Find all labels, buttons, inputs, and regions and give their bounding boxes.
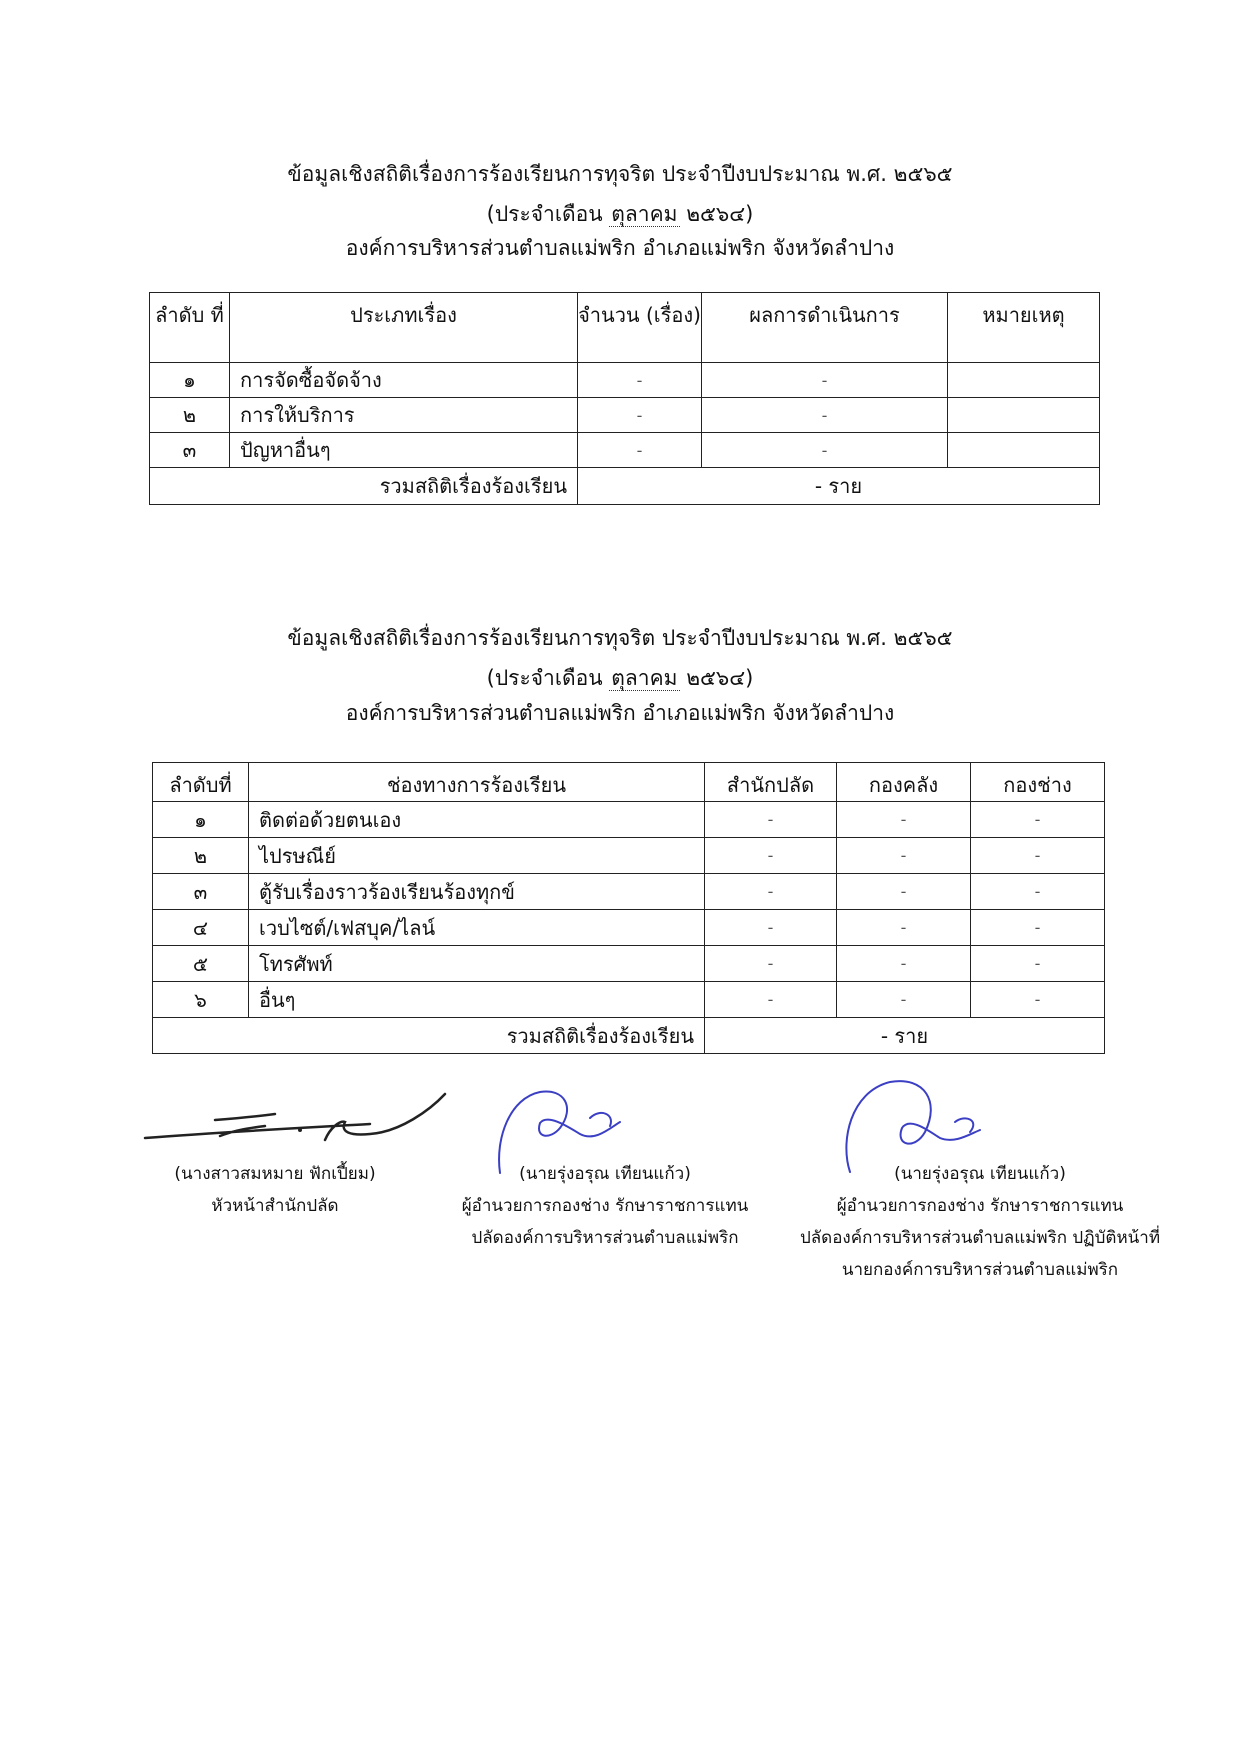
row-number: ๓ [153, 874, 249, 910]
row-count: - [578, 433, 702, 468]
signer-position: ผู้อำนวยการกองช่าง รักษาราชการแทน [461, 1196, 749, 1216]
row-engineering: - [971, 982, 1105, 1018]
signer-position: ผู้อำนวยการกองช่าง รักษาราชการแทน [836, 1196, 1124, 1216]
row-engineering: - [971, 874, 1105, 910]
signer-name: (นางสาวสมหมาย ฟักเปี้ยม) [174, 1164, 376, 1184]
table-row [153, 838, 1105, 874]
doc1-header-count: จำนวน (เรื่อง) [578, 293, 702, 363]
table-row [153, 982, 1105, 1018]
row-note [948, 433, 1100, 468]
doc1-total-row [150, 468, 1100, 505]
doc2-title: ข้อมูลเชิงสถิติเรื่องการร้องเรียนการทุจริต ประจำปีงบประมาณ พ.ศ. ๒๕๖๕ [287, 626, 953, 650]
signature-mark-black [140, 1080, 460, 1150]
row-office: - [705, 802, 837, 838]
signature-block-1 [140, 1158, 410, 1222]
row-channel: เวบไซต์/เฟสบุค/ไลน์ [249, 910, 705, 946]
row-result: - [702, 398, 948, 433]
row-finance: - [837, 802, 971, 838]
doc1-total-label: รวมสถิติเรื่องร้องเรียน [150, 468, 578, 505]
table-row [150, 398, 1100, 433]
row-office: - [705, 838, 837, 874]
row-finance: - [837, 838, 971, 874]
doc2-total-label: รวมสถิติเรื่องร้องเรียน [153, 1018, 705, 1054]
row-number: ๒ [150, 398, 230, 433]
row-office: - [705, 910, 837, 946]
signer-position-line-3: นายกองค์การบริหารส่วนตำบลแม่พริก [841, 1260, 1119, 1280]
row-finance: - [837, 874, 971, 910]
doc1-header-no: ลำดับ ที่ [150, 293, 230, 363]
row-type: การจัดซื้อจัดจ้าง [230, 363, 578, 398]
row-result: - [702, 363, 948, 398]
doc2-header-row [153, 763, 1105, 802]
signer-name: (นายรุ่งอรุณ เทียนแก้ว) [894, 1164, 1066, 1184]
doc1-table [149, 292, 1100, 505]
row-channel: โทรศัพท์ [249, 946, 705, 982]
row-type: การให้บริการ [230, 398, 578, 433]
row-channel: ติดต่อด้วยตนเอง [249, 802, 705, 838]
row-number: ๑ [153, 802, 249, 838]
table-row [153, 910, 1105, 946]
row-number: ๔ [153, 910, 249, 946]
row-finance: - [837, 946, 971, 982]
row-note [948, 363, 1100, 398]
table-row [150, 363, 1100, 398]
doc1-month-value: ตุลาคม [611, 202, 678, 226]
doc1-title: ข้อมูลเชิงสถิติเรื่องการร้องเรียนการทุจริต ประจำปีงบประมาณ พ.ศ. ๒๕๖๕ [287, 162, 953, 186]
row-number: ๖ [153, 982, 249, 1018]
row-engineering: - [971, 838, 1105, 874]
doc2-total-value: - ราย [705, 1018, 1105, 1054]
row-channel: อื่นๆ [249, 982, 705, 1018]
doc1-org: องค์การบริหารส่วนตำบลแม่พริก อำเภอแม่พริก จังหวัดลำปาง [345, 236, 895, 260]
doc1-header-note: หมายเหตุ [948, 293, 1100, 363]
doc1-header-row [150, 293, 1100, 363]
doc2-table [152, 762, 1105, 1054]
row-result: - [702, 433, 948, 468]
doc2-total-row [153, 1018, 1105, 1054]
doc2-header-office: สำนักปลัด [705, 763, 837, 802]
doc1-month-prefix: (ประจำเดือน [486, 202, 603, 226]
doc2-month-year: ๒๕๖๔) [686, 666, 754, 690]
row-number: ๕ [153, 946, 249, 982]
doc1-header-result: ผลการดำเนินการ [702, 293, 948, 363]
doc1-total-value: - ราย [578, 468, 1100, 505]
table-row [153, 802, 1105, 838]
doc2-header-finance: กองคลัง [837, 763, 971, 802]
row-number: ๑ [150, 363, 230, 398]
row-engineering: - [971, 802, 1105, 838]
table-row [150, 433, 1100, 468]
row-channel: ตู้รับเรื่องราวร้องเรียนร้องทุกข์ [249, 874, 705, 910]
row-note [948, 398, 1100, 433]
row-finance: - [837, 910, 971, 946]
doc2-org: องค์การบริหารส่วนตำบลแม่พริก อำเภอแม่พริก จังหวัดลำปาง [345, 701, 895, 725]
row-number: ๒ [153, 838, 249, 874]
doc2-header-engineering: กองช่าง [971, 763, 1105, 802]
doc1-month-year: ๒๕๖๔) [686, 202, 754, 226]
doc1-header-type: ประเภทเรื่อง [230, 293, 578, 363]
row-channel: ไปรษณีย์ [249, 838, 705, 874]
row-type: ปัญหาอื่นๆ [230, 433, 578, 468]
doc2-month-prefix: (ประจำเดือน [486, 666, 603, 690]
signer-position-line-2: ปลัดองค์การบริหารส่วนตำบลแม่พริก ปฏิบัติหน้าที่ [799, 1228, 1161, 1248]
row-engineering: - [971, 910, 1105, 946]
signature-block-3 [760, 1158, 1200, 1286]
row-office: - [705, 946, 837, 982]
doc2-header-no: ลำดับที่ [153, 763, 249, 802]
signer-position-line-2: ปลัดองค์การบริหารส่วนตำบลแม่พริก [471, 1228, 739, 1248]
row-engineering: - [971, 946, 1105, 982]
doc2-month-line [0, 662, 1240, 695]
row-count: - [578, 363, 702, 398]
doc2-month-value: ตุลาคม [611, 666, 678, 690]
signer-name: (นายรุ่งอรุณ เทียนแก้ว) [519, 1164, 691, 1184]
signer-position: หัวหน้าสำนักปลัด [211, 1196, 339, 1216]
row-count: - [578, 398, 702, 433]
doc1-month-line [0, 198, 1240, 231]
table-row [153, 874, 1105, 910]
row-office: - [705, 874, 837, 910]
row-number: ๓ [150, 433, 230, 468]
table-row [153, 946, 1105, 982]
signature-block-2 [420, 1158, 790, 1254]
row-finance: - [837, 982, 971, 1018]
doc2-header-channel: ช่องทางการร้องเรียน [249, 763, 705, 802]
row-office: - [705, 982, 837, 1018]
